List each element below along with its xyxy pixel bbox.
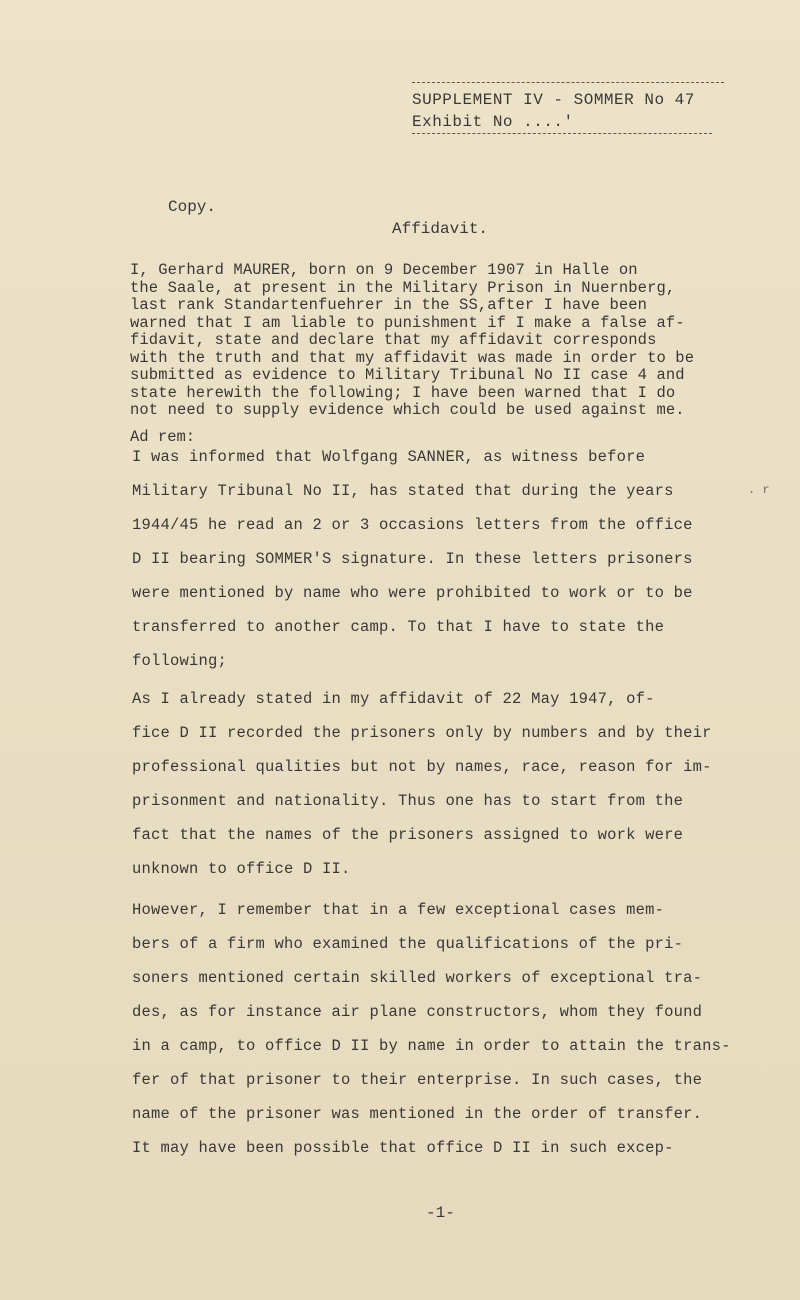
paragraph-2: As I already stated in my affidavit of 22 May 1947, of- fice D II recorded the prisoners only by numbers and by their professional qualities but not by names, race, reason for im- prisonment and nationality. Thus one has to start from the fact that the names of the prisoners assigned to work were unknown to office D II. bbox=[132, 690, 712, 878]
copy-label: Copy. bbox=[168, 198, 217, 216]
margin-mark: . r bbox=[748, 483, 770, 497]
intro-paragraph: I, Gerhard MAURER, born on 9 December 1907 in Halle on the Saale, at present in the Military Prison in Nuernberg, last rank Standartenfuehrer in the SS,after I have been warned that I am liable to punishment if I make a false af- fidavit, state and declare that my affidavit corresponds with the truth and that my affidavit was made in order to be submitted as evidence to Military Tribunal No II case 4 and state herewith the following; I have been warned that I do not need to supply evidence which could be used against me. bbox=[130, 261, 695, 419]
paragraph-3: However, I remember that in a few exceptional cases mem- bers of a firm who examined the qualifications of the pri- soners mentioned certain skilled workers of exceptional tra- des, as for instance air plane constructors, whom they found in a camp, to office D II by name in order to attain the trans- fer of that prisoner to their enterprise. In such cases, the name of the prisoner was mentioned in the order of transfer. It may have been possible that office D II in such excep- bbox=[132, 901, 731, 1157]
exhibit-header bbox=[412, 82, 724, 134]
document-title: Affidavit. bbox=[392, 220, 489, 238]
header-top-rule bbox=[412, 82, 724, 83]
paragraph-1: I was informed that Wolfgang SANNER, as witness before Military Tribunal No II, has stated that during the years 1944/45 he read an 2 or 3 occasions letters from the office D II bearing SOMMER'S signature. In these letters prisoners were mentioned by name who were prohibited to work or to be transferred to another camp. To that I have to state the following; bbox=[132, 448, 693, 670]
supplement-label: SUPPLEMENT IV - SOMMER No 47 bbox=[412, 91, 695, 109]
exhibit-number-label bbox=[412, 111, 724, 134]
exhibit-number-text: Exhibit No ....' bbox=[412, 111, 712, 134]
ad-rem-label: Ad rem: bbox=[130, 428, 196, 446]
page-number: -1- bbox=[426, 1204, 455, 1222]
